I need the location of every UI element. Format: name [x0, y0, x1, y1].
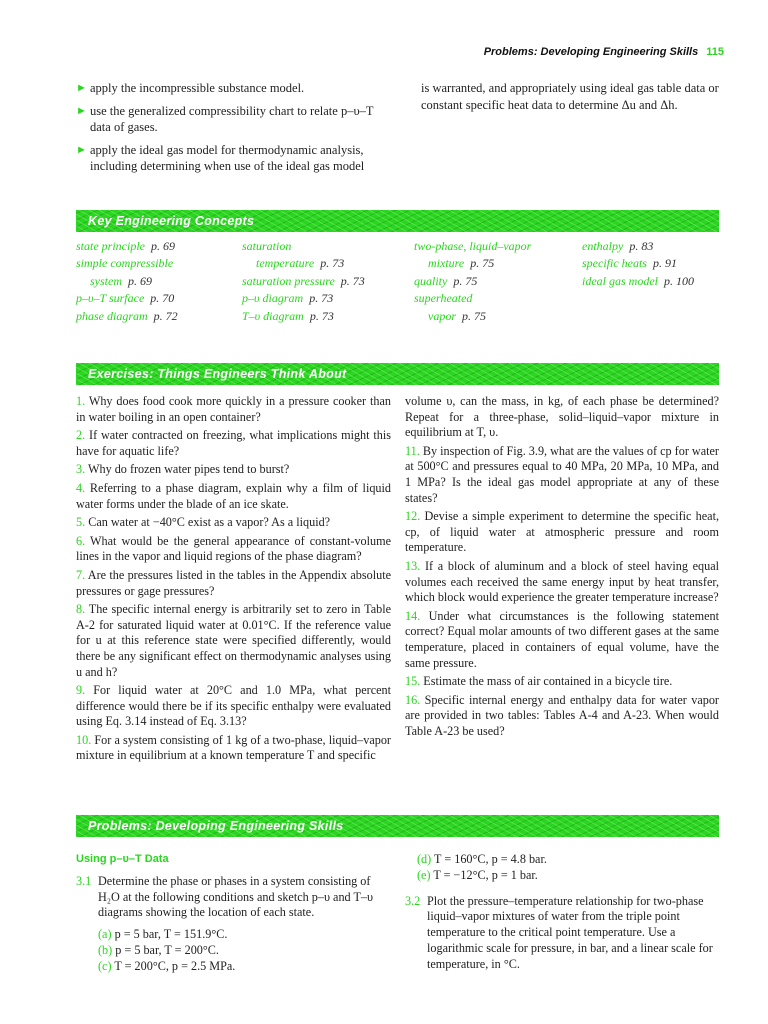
key-concept-entry	[242, 290, 412, 307]
exercise-item	[76, 394, 391, 425]
problem-number: 3.2	[405, 893, 421, 908]
key-concept-page: p. 83	[629, 239, 654, 253]
problem-3-1	[76, 874, 391, 921]
exercise-item	[405, 559, 719, 606]
exercise-item	[405, 674, 719, 690]
key-concepts-col-1	[76, 238, 236, 325]
problem-part: (c) T = 200°C, p = 2.5 MPa.	[98, 958, 236, 973]
key-concept-entry	[582, 255, 722, 272]
exercises-right-column	[405, 394, 719, 742]
exercise-item	[76, 462, 391, 478]
exercise-text: If a block of aluminum and a block of steel having equal volumes each received the same energy input by heat transfer, which block would experience the greater temperature increase?	[405, 558, 720, 605]
key-concept-entry	[414, 290, 579, 307]
key-concept-entry	[414, 238, 579, 255]
key-concept-term: two-phase, liquid–vapor	[414, 239, 532, 253]
exercise-number: 12.	[405, 509, 421, 524]
key-concepts-col-2	[242, 238, 412, 325]
problem-number: 3.1	[76, 873, 92, 888]
bullet-triangle-icon: ►	[76, 143, 87, 156]
exercise-text: Are the pressures listed in the tables in the Appendix absolute pressures or gage pressures?	[76, 567, 391, 598]
key-concept-term: p–υ–T surface	[76, 291, 145, 306]
key-concept-entry	[76, 290, 236, 307]
key-concept-term: superheated	[414, 291, 473, 306]
exercise-text: volume υ, can the mass, in kg, of each phase be determined? Repeat for a three-phase, solid–liquid–vapor mixture in equilibrium at T, υ.	[405, 394, 719, 440]
key-concept-term: phase diagram	[76, 308, 148, 323]
key-concepts-col-4	[582, 238, 722, 290]
key-concept-entry	[76, 308, 236, 325]
exercise-number: 10.	[76, 732, 92, 747]
key-concept-term: simple compressible	[76, 256, 174, 271]
key-concept-page: p. 73	[309, 291, 334, 306]
key-concept-entry	[242, 308, 412, 325]
exercise-item	[76, 568, 391, 599]
exercise-text: Can water at −40°C exist as a vapor? As a liquid?	[88, 515, 331, 530]
key-concept-page: p. 91	[652, 256, 677, 271]
exercise-item	[76, 481, 391, 512]
exercise-text: Estimate the mass of air contained in a bicycle tire.	[423, 674, 673, 689]
exercise-number: 2.	[76, 428, 86, 443]
key-concept-term: specific heats	[582, 256, 647, 271]
exercise-number: 1.	[76, 394, 86, 408]
objective-item: ► apply the ideal gas model for thermodynamic analysis, including determining when use of the ideal gas model	[76, 142, 365, 173]
key-concept-page: p. 75	[470, 256, 495, 271]
problem-part: (d) T = 160°C, p = 4.8 bar.	[417, 852, 547, 866]
exercise-item	[76, 515, 391, 531]
exercise-item	[405, 609, 719, 671]
exercise-number: 13.	[405, 558, 421, 573]
key-concept-term: vapor	[428, 308, 456, 323]
running-header	[484, 46, 724, 58]
exercises-left-column	[76, 394, 391, 767]
exercise-number: 6.	[76, 533, 86, 548]
exercise-text: Devise a simple experiment to determine the specific heat, cp, of liquid water at atmospheric pressure and room temperature.	[405, 509, 719, 555]
exercise-text: Why do frozen water pipes tend to burst?	[87, 462, 290, 477]
exercise-text: What would be the general appearance of constant-volume lines in the vapor and liquid regions of the phase diagram?	[76, 533, 392, 564]
exercise-item	[405, 693, 719, 740]
exercise-number: 11.	[405, 443, 420, 458]
exercise-number: 7.	[76, 567, 86, 582]
problem-part: (a) p = 5 bar, T = 151.9°C.	[98, 927, 228, 942]
key-concept-term: saturation	[242, 239, 292, 253]
key-concept-term: temperature	[256, 256, 315, 271]
key-concept-term: p–υ diagram	[242, 291, 304, 306]
key-concept-page: p. 75	[453, 273, 478, 288]
exercise-item	[76, 683, 391, 730]
exercise-item	[405, 394, 719, 441]
key-concept-entry	[242, 238, 412, 255]
key-concept-term: mixture	[428, 256, 465, 271]
problem-3-2	[405, 894, 719, 973]
key-concept-page: p. 69	[128, 273, 152, 288]
key-concept-entry	[414, 255, 579, 272]
exercise-item	[405, 444, 719, 506]
exercise-number: 5.	[76, 515, 86, 530]
key-concept-term: state principle	[76, 239, 145, 253]
key-concept-page: p. 73	[340, 273, 365, 288]
page-number: 115	[706, 46, 724, 58]
exercise-text: If water contracted on freezing, what implications might this have for aquatic life?	[76, 428, 392, 458]
key-concept-page: p. 73	[320, 256, 345, 271]
key-concepts-banner: Key Engineering Concepts	[76, 210, 719, 232]
problem-part: (e) T = −12°C, p = 1 bar.	[417, 867, 538, 882]
problems-left-column	[76, 852, 391, 975]
exercise-item	[405, 509, 719, 556]
problem-text: Determine the phase or phases in a system consisting of H₂O at the following conditions and sketch p–υ and T–υ diagrams showing the location of each state.	[98, 873, 374, 920]
key-concept-entry	[414, 308, 579, 325]
key-concept-page: p. 73	[309, 308, 334, 323]
key-concept-page: p. 69	[151, 239, 175, 253]
exercise-text: Why does food cook more quickly in a pressure cooker than in water boiling in an open container?	[76, 394, 391, 424]
exercise-text: Under what circumstances is the following statement correct? Equal molar amounts of two different gases at the same temperature, placed in containers of equal volume, have the same pressure.	[405, 608, 720, 670]
objectives-right: is warranted, and appropriately using ideal gas table data or constant specific heat data to determine Δu and Δh.	[421, 81, 719, 112]
key-concept-page: p. 70	[150, 291, 175, 306]
exercise-number: 14.	[405, 608, 421, 623]
exercise-number: 3.	[76, 462, 86, 477]
key-concept-entry	[242, 255, 412, 272]
exercise-text: Referring to a phase diagram, explain why a film of liquid water forms under the blade of an ice skate.	[76, 480, 391, 511]
key-concept-entry	[76, 255, 236, 272]
key-concept-term: T–υ diagram	[242, 308, 304, 323]
problem-part: (b) p = 5 bar, T = 200°C.	[98, 942, 219, 957]
exercise-text: Specific internal energy and enthalpy data for water vapor are provided in two tables: Tables A-4 and A-23. When would Table A-23 be used?	[405, 692, 719, 738]
bullet-triangle-icon: ►	[76, 104, 87, 117]
problems-banner: Problems: Developing Engineering Skills	[76, 815, 719, 837]
objectives-left	[76, 80, 392, 181]
exercise-item	[76, 428, 391, 459]
objective-item: ► apply the incompressible substance model.	[76, 81, 305, 95]
key-concept-entry	[76, 238, 236, 255]
exercises-banner: Exercises: Things Engineers Think About	[76, 363, 719, 385]
problem-text: Plot the pressure–temperature relationship for two-phase liquid–vapor mixtures of water from the triple point temperature to the critical point temperature. Use a logarithmic scale for pressure, in bar, and a linear scale for temperature, in °C.	[427, 893, 713, 971]
exercise-text: For a system consisting of 1 kg of a two-phase, liquid–vapor mixture in equilibrium at a known temperature T and specific	[76, 732, 391, 763]
key-concept-page: p. 100	[664, 273, 694, 288]
exercise-item	[76, 733, 391, 764]
exercise-text: For liquid water at 20°C and 1.0 MPa, what percent difference would there be if its specific enthalpy were evaluated using Eq. 3.14 instead of Eq. 3.13?	[76, 683, 392, 729]
key-concept-entry	[414, 273, 579, 290]
key-concept-term: ideal gas model	[582, 273, 658, 288]
key-concept-page: p. 75	[462, 308, 486, 323]
key-concept-page: p. 72	[153, 308, 178, 323]
key-concept-entry	[242, 273, 412, 290]
header-title: Problems: Developing Engineering Skills	[483, 46, 699, 58]
section-subtitle: Using p–υ–T Data	[76, 853, 169, 865]
objective-item: ► use the generalized compressibility chart to relate p–υ–T data of gases.	[76, 103, 374, 134]
key-concept-entry	[582, 273, 722, 290]
key-concepts-col-3	[414, 238, 579, 325]
key-concept-term: quality	[414, 273, 448, 288]
exercise-number: 15.	[405, 674, 421, 689]
key-concept-term: enthalpy	[582, 239, 624, 253]
problems-right-column	[405, 852, 719, 973]
key-concept-entry	[582, 238, 722, 255]
exercise-number: 16.	[405, 692, 421, 707]
exercise-number: 9.	[76, 683, 86, 698]
exercise-text: By inspection of Fig. 3.9, what are the values of cp for water at 500°C and pressures equal to 40 MPa, 20 MPa, 10 MPa, and 1 MPa? Is the ideal gas model appropriate at any of these states?	[405, 443, 719, 505]
key-concept-entry	[76, 273, 236, 290]
exercise-item	[76, 602, 391, 680]
key-concept-term: system	[90, 273, 122, 288]
exercise-text: The specific internal energy is arbitrarily set to zero in Table A-2 for saturated liquid water at 0.01°C. If the reference value for u at this reference state were specified differently, would there be any significant effect on thermodynamic analyses using u and h?	[76, 602, 392, 679]
exercise-number: 8.	[76, 602, 86, 617]
exercise-item	[76, 534, 391, 565]
bullet-triangle-icon: ►	[76, 82, 87, 94]
key-concept-term: saturation pressure	[242, 273, 335, 288]
exercise-number: 4.	[76, 480, 86, 495]
